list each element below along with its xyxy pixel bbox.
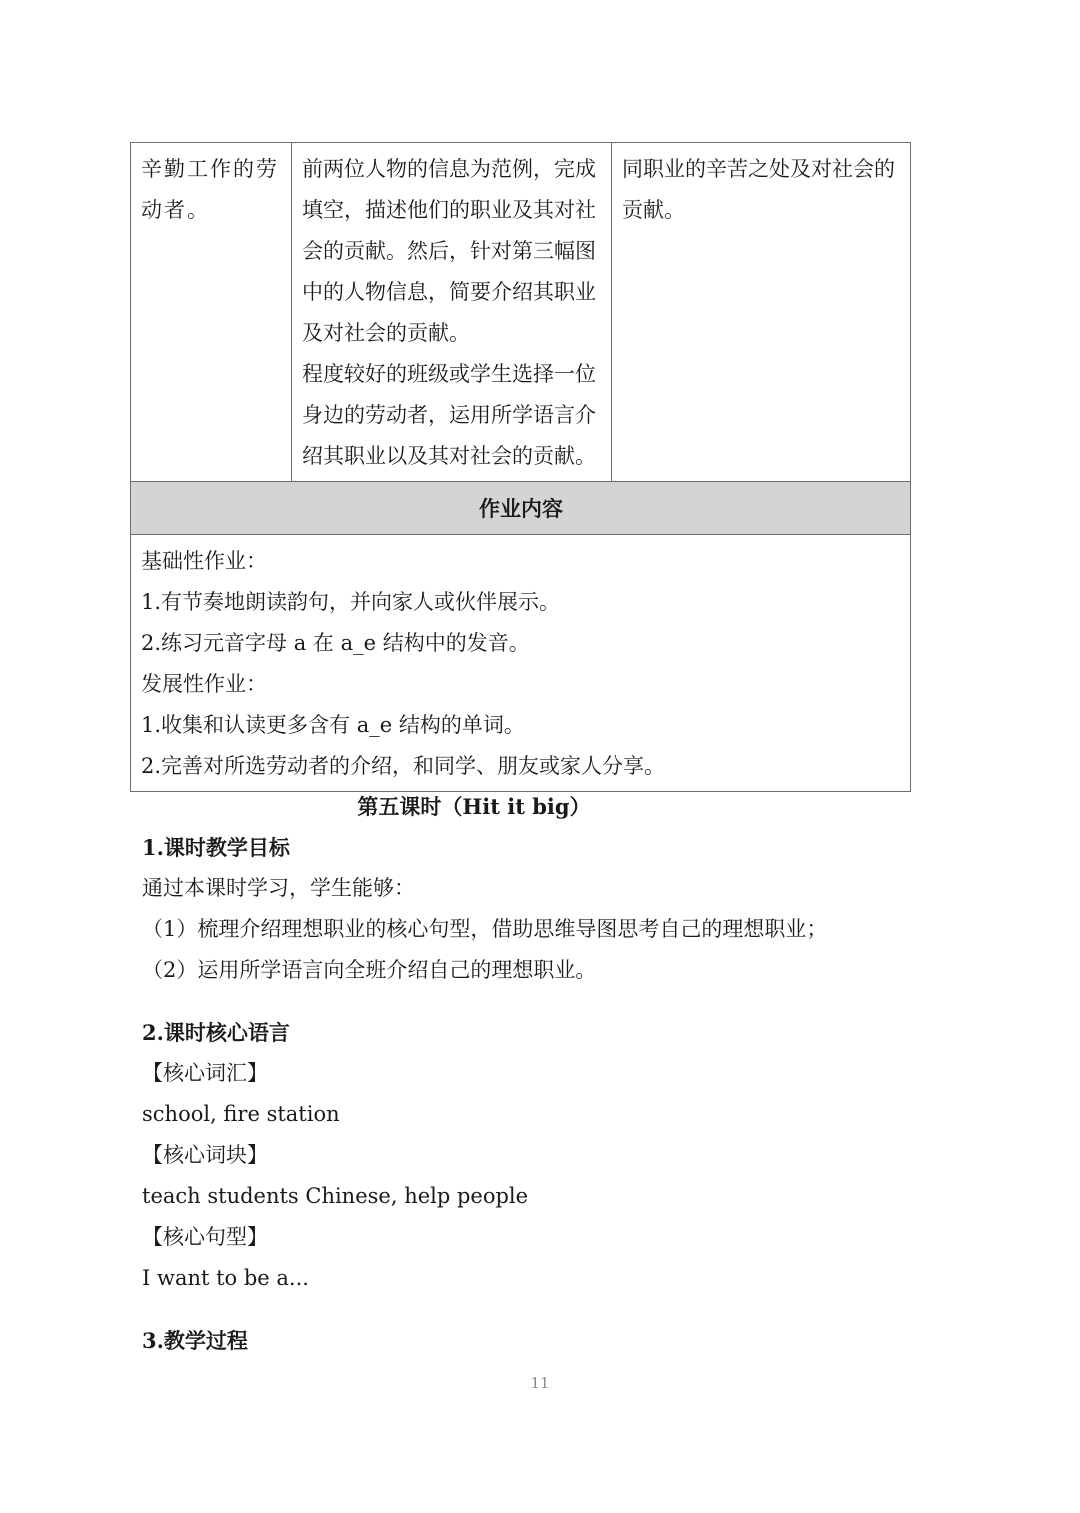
objective-item: （1）梳理介绍理想职业的核心句型，借助思维导图思考自己的理想职业； [142,917,828,941]
cell-text: 同职业的辛苦之处及对社会的贡献。 [622,157,895,222]
patterns-text: I want to be a... [142,1266,309,1290]
patterns-label: 【核心句型】 [142,1225,268,1249]
homework-line: 基础性作业： [141,549,267,573]
objective-item: （2）运用所学语言向全班介绍自己的理想职业。 [142,958,597,982]
chunks-label: 【核心词块】 [142,1143,268,1167]
table-cell-procedure [292,143,612,482]
objectives-intro: 通过本课时学习，学生能够： [142,876,415,900]
lesson-table [130,142,911,792]
homework-header: 作业内容 [131,482,911,535]
spacer [142,991,932,1012]
process-heading: 3.教学过程 [142,1328,248,1353]
table-row [131,143,911,482]
lesson-title: 第五课时（Hit it big） [357,794,591,819]
core-language-heading: 2.课时核心语言 [142,1020,290,1045]
homework-line: 1.收集和认读更多含有 a_e 结构的单词。 [141,713,525,737]
homework-row [131,535,911,792]
homework-line: 1.有节奏地朗读韵句，并向家人或伙伴展示。 [141,590,561,614]
homework-line: 发展性作业： [141,672,267,696]
objectives-heading: 1.课时教学目标 [142,835,290,860]
vocab-label: 【核心词汇】 [142,1061,268,1085]
page-number: 11 [530,1374,550,1392]
homework-line: 2.完善对所选劳动者的介绍，和同学、朋友或家人分享。 [141,754,666,778]
lesson-section [142,786,932,1361]
table-cell-purpose [612,143,911,482]
cell-text: 辛勤工作的劳动者。 [141,157,279,222]
spacer [142,1299,932,1320]
lesson-table-wrapper [130,142,910,792]
table-cell-activity [131,143,292,482]
vocab-text: school, fire station [142,1102,340,1126]
homework-content [131,535,911,792]
cell-paragraph: 程度较好的班级或学生选择一位身边的劳动者，运用所学语言介绍其职业以及其对社会的贡献。 [302,362,596,468]
chunks-text: teach students Chinese, help people [142,1184,529,1208]
homework-line: 2.练习元音字母 a 在 a_e 结构中的发音。 [141,631,530,655]
homework-header-row [131,482,911,535]
cell-paragraph: 前两位人物的信息为范例，完成填空，描述他们的职业及其对社会的贡献。然后，针对第三幅图中的人物信息，简要介绍其职业及对社会的贡献。 [302,157,596,345]
